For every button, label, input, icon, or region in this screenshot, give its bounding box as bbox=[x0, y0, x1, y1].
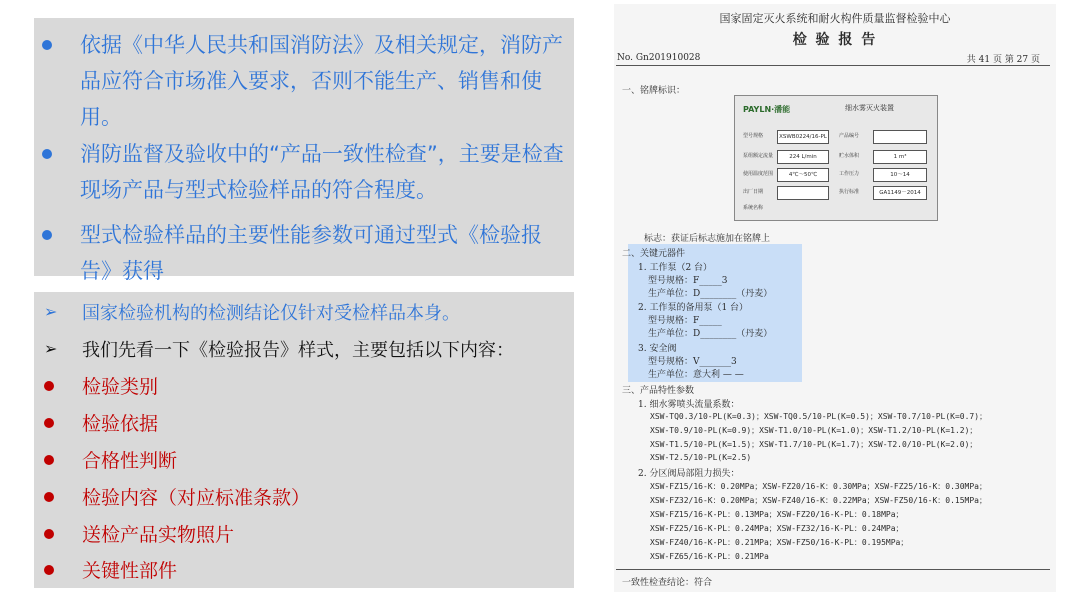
section-characteristics: 三、产品特性参数 bbox=[622, 386, 695, 396]
component-line: 型号规格：F_____3 bbox=[648, 276, 728, 286]
header-rule bbox=[616, 65, 1050, 66]
nameplate-image bbox=[734, 95, 938, 221]
nameplate-value: 224 L/min bbox=[777, 150, 829, 164]
report-page-count: 共 41 页 第 27 页 bbox=[966, 55, 1040, 65]
bullet-dot-icon bbox=[44, 565, 54, 575]
nameplate-label: 型号规格 bbox=[743, 133, 764, 139]
section-key-components: 二、关键元器件 bbox=[622, 249, 686, 259]
bullet-panel-bottom bbox=[34, 292, 574, 588]
component-line: 生产单位：D________（丹麦） bbox=[648, 329, 773, 339]
list-item bbox=[44, 369, 568, 405]
component-line: 3. 安全阀 bbox=[638, 344, 677, 354]
bullet-dot-icon bbox=[44, 418, 54, 428]
valve-line: XSW-FZ65/16-K-PL：0.21MPa bbox=[650, 552, 769, 561]
arrow-item bbox=[44, 333, 568, 369]
nameplate-label: 泵组额定流量 bbox=[743, 153, 774, 159]
list-item-text: 关键性部件 bbox=[82, 560, 178, 582]
nameplate-value bbox=[873, 130, 927, 144]
valve-line: XSW-FZ25/16-K-PL：0.24MPa；XSW-FZ32/16-K-PL：0.24MPa； bbox=[650, 524, 904, 533]
valve-line: XSW-FZ32/16-K：0.20MPa；XSW-FZ40/16-K：0.22MPa；XSW-FZ50/16-K：0.15MPa； bbox=[650, 496, 987, 505]
report-number: No. Gn201910028 bbox=[617, 53, 701, 63]
nameplate-label: 出厂日期 bbox=[743, 189, 764, 195]
nameplate-label: 使用温度范围 bbox=[743, 171, 774, 177]
valve-line: XSW-FZ15/16-K：0.20MPa；XSW-FZ20/16-K：0.30MPa；XSW-FZ25/16-K：0.30MPa； bbox=[650, 482, 987, 491]
arrow-item bbox=[44, 296, 568, 332]
nameplate-label: 工作压力 bbox=[839, 171, 860, 177]
nameplate-value: GA1149－2014 bbox=[873, 186, 927, 200]
component-line: 生产单位：D________（丹麦） bbox=[648, 289, 773, 299]
list-item bbox=[44, 406, 568, 442]
list-item-text: 检验依据 bbox=[82, 413, 159, 435]
bullet-dot-icon bbox=[42, 149, 52, 159]
valve-line: XSW-FZ15/16-K-PL：0.13MPa；XSW-FZ20/16-K-PL：0.18MPa； bbox=[650, 510, 904, 519]
component-line: 生产单位：意大利 — — bbox=[648, 370, 744, 380]
subsection-valve: 2. 分区阀局部阻力损失： bbox=[638, 469, 740, 479]
nameplate-brand: PAYLN·潘能 bbox=[743, 105, 791, 114]
nameplate-label: 贮水体积 bbox=[839, 153, 860, 159]
list-item-text: 检验类别 bbox=[82, 376, 159, 398]
component-line: 型号规格：V_______3 bbox=[648, 357, 737, 367]
nozzle-line: XSW-T2.5/10-PL(K=2.5) bbox=[650, 453, 752, 462]
component-line: 型号规格：F_____ bbox=[648, 316, 722, 326]
nameplate-label: 系统名称 bbox=[743, 205, 764, 211]
list-item bbox=[44, 443, 568, 479]
bullet-dot-icon bbox=[44, 455, 54, 465]
bullet-text: 消防监督及验收中的“产品一致性检查”，主要是检查现场产品与型式检验样品的符合程度。 bbox=[80, 142, 564, 202]
report-title: 检 验 报 告 bbox=[792, 32, 878, 48]
nozzle-line: XSW-TQ0.3/10-PL(K=0.3)；XSW-TQ0.5/10-PL(K=0.5)；XSW-T0.7/10-PL(K=0.7)； bbox=[650, 412, 988, 421]
nameplate-label: 执行标准 bbox=[839, 189, 860, 195]
list-item bbox=[44, 517, 568, 553]
conformity-conclusion: 一致性检查结论：符合 bbox=[622, 578, 713, 588]
bullet-panel-top bbox=[34, 18, 574, 283]
component-line: 2. 工作泵的备用泵（1 台） bbox=[638, 303, 749, 313]
bullet-dot-icon bbox=[42, 230, 52, 240]
component-line: 1. 工作泵（2 台） bbox=[638, 263, 713, 273]
nameplate-value: 4℃～50℃ bbox=[777, 168, 829, 182]
bullet-text: 型式检验样品的主要性能参数可通过型式《检验报告》获得 bbox=[80, 223, 542, 283]
nameplate-value: 10～14 bbox=[873, 168, 927, 182]
valve-line: XSW-FZ40/16-K-PL：0.21MPa；XSW-FZ50/16-K-PL：0.195MPa； bbox=[650, 538, 909, 547]
nameplate-product-name: 细水雾灭火装置 bbox=[845, 104, 894, 112]
nameplate-value bbox=[777, 186, 829, 200]
bullet-dot-icon bbox=[44, 492, 54, 502]
bullet-dot-icon bbox=[44, 529, 54, 539]
bullet-dot-icon bbox=[44, 381, 54, 391]
nameplate-value: 1 m³ bbox=[873, 150, 927, 164]
footer-rule bbox=[616, 569, 1050, 570]
bullet-text: 依据《中华人民共和国消防法》及相关规定，消防产品应符合市场准入要求，否则不能生产、销售和使用。 bbox=[80, 33, 563, 129]
arrow-icon: ➢ bbox=[44, 339, 58, 358]
bullet-dot-icon bbox=[42, 40, 52, 50]
subsection-nozzle: 1. 细水雾喷头流量系数： bbox=[638, 400, 740, 410]
list-item bbox=[44, 480, 568, 516]
report-org: 国家固定灭火系统和耐火构件质量监督检验中心 bbox=[719, 12, 951, 25]
nameplate-label: 产品编号 bbox=[839, 133, 860, 139]
list-item bbox=[44, 553, 568, 589]
inspection-report-page bbox=[614, 4, 1056, 592]
list-item-text: 合格性判断 bbox=[82, 450, 178, 472]
nozzle-line: XSW-T0.9/10-PL(K=0.9)；XSW-T1.0/10-PL(K=1.0)；XSW-T1.2/10-PL(K=1.2)； bbox=[650, 426, 978, 435]
list-item-text: 检验内容（对应标准条款） bbox=[82, 487, 311, 509]
section-nameplate: 一、铭牌标识： bbox=[622, 86, 686, 96]
arrow-text: 国家检验机构的检测结论仅针对受检样品本身。 bbox=[82, 303, 460, 324]
arrow-text: 我们先看一下《检验报告》样式，主要包括以下内容： bbox=[82, 340, 514, 361]
sign-note: 标志：获证后标志施加在铭牌上 bbox=[644, 234, 771, 244]
arrow-icon: ➢ bbox=[44, 302, 58, 321]
nameplate-value: XSWB0224/16-PL bbox=[777, 130, 829, 144]
list-item-text: 送检产品实物照片 bbox=[82, 524, 235, 546]
nozzle-line: XSW-T1.5/10-PL(K=1.5)；XSW-T1.7/10-PL(K=1.7)；XSW-T2.0/10-PL(K=2.0)； bbox=[650, 440, 978, 449]
